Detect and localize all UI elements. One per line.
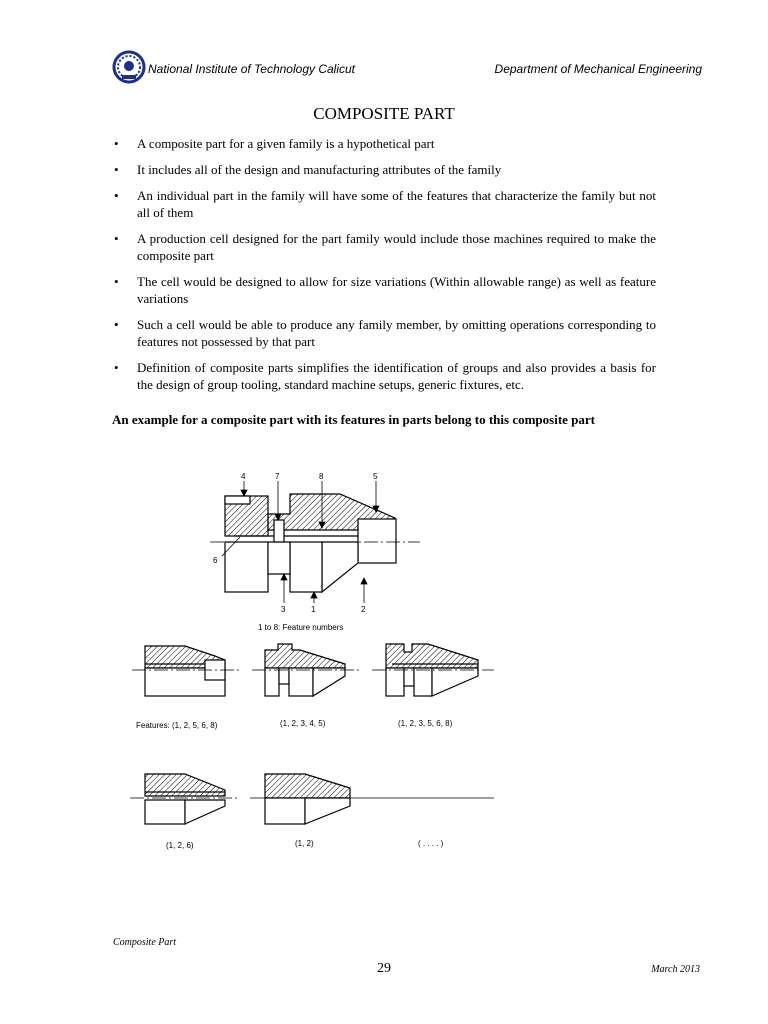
part-label-4: (1, 2, 6) [166, 841, 194, 850]
institute-name: National Institute of Technology Calicut [148, 62, 356, 76]
part-label-2: (1, 2, 3, 4, 5) [280, 719, 326, 728]
feature-label-8: 8 [319, 472, 324, 481]
composite-part-drawing [210, 494, 420, 592]
bullet-item: • The cell would be designed to allow for size variations (Within allowable range) as well as feature variations [112, 273, 656, 307]
example-heading: An example for a composite part with its features in parts belong to this composite part [112, 412, 596, 427]
family-part-5 [250, 774, 494, 824]
family-part-2 [252, 644, 360, 696]
family-part-1 [132, 646, 240, 696]
page-title: COMPOSITE PART [313, 104, 455, 123]
bullet-item: • A production cell designed for the part family would include those machines required to make the composite part [112, 230, 656, 264]
feature-label-4: 4 [241, 472, 246, 481]
bullet-item: • Definition of composite parts simplifies the identification of groups and also provides a basis for the design of group tooling, standard machine setups, generic fixtures, etc. [112, 359, 656, 393]
footer-section: Composite Part [113, 937, 177, 948]
feature-label-6: 6 [213, 556, 218, 565]
page-number: 29 [377, 961, 391, 976]
family-part-4 [130, 774, 240, 824]
part-label-3: (1, 2, 3, 5, 6, 8) [398, 719, 453, 728]
family-part-3 [372, 644, 494, 696]
bullet-item: • A composite part for a given family is a hypothetical part [112, 135, 656, 152]
feature-label-2: 2 [361, 605, 366, 614]
part-label-5: (1, 2) [295, 839, 314, 848]
bullet-item: • An individual part in the family will have some of the features that characterize the family but not all of them [112, 187, 656, 221]
feature-label-1: 1 [311, 605, 316, 614]
footer-date: March 2013 [651, 964, 700, 975]
feature-label-7: 7 [275, 472, 280, 481]
bullet-item: • Such a cell would be able to produce any family member, by omitting operations corresponding to features not possessed by that part [112, 316, 656, 350]
bullet-item: • It includes all of the design and manufacturing attributes of the family [112, 161, 656, 178]
part-label-1: Features: (1, 2, 5, 6, 8) [136, 721, 218, 730]
part-label-6: ( . . . . ) [418, 839, 444, 848]
feature-label-5: 5 [373, 472, 378, 481]
feature-label-3: 3 [281, 605, 286, 614]
department-name: Department of Mechanical Engineering [494, 62, 702, 76]
feature-numbers-caption: 1 to 8: Feature numbers [258, 623, 344, 632]
